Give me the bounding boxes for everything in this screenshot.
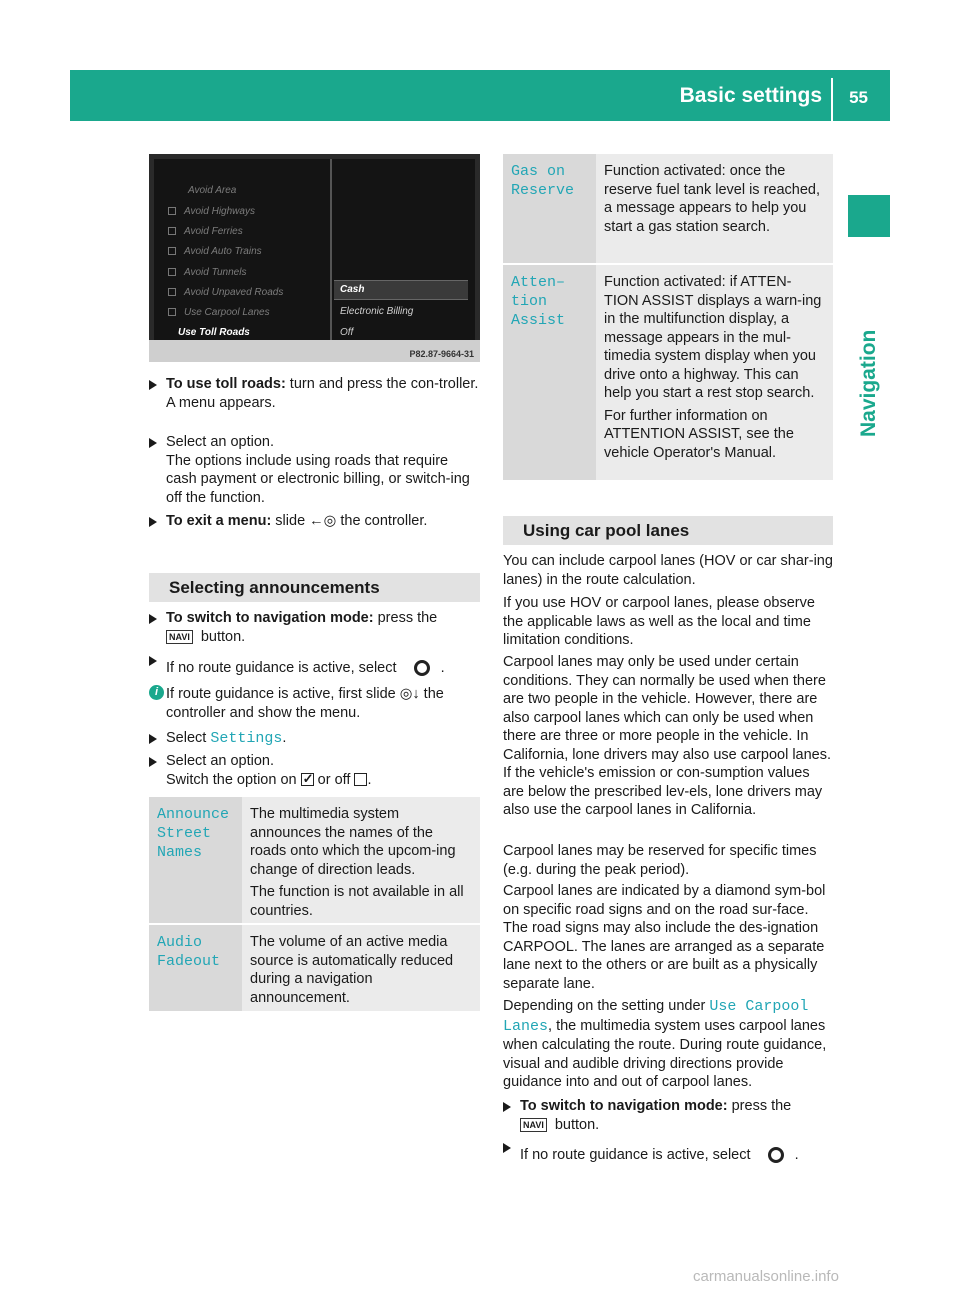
- paragraph: You can include carpool lanes (HOV or car shar-ing lanes) in the route calculation.: [503, 553, 833, 588]
- screen-option: Electronic Billing: [340, 306, 414, 317]
- instruction-step: Select an option. The options include using roads that require cash payment or electronic billing, or switch-ing off the function.: [149, 433, 480, 507]
- instruction-step: If no route guidance is active, select .: [149, 656, 480, 680]
- controller-slide-icon: ←◎: [309, 513, 337, 529]
- instruction-step: To switch to navigation mode: press the NAVI button.: [149, 609, 480, 646]
- instruction-step: To use toll roads: turn and press the con-troller. A menu appears.: [149, 375, 480, 412]
- instruction-step: Select an option. Switch the option on ✓ or off .: [149, 752, 480, 789]
- screen-option-selected: Cash: [334, 280, 468, 300]
- toll-roads-screenshot: [149, 154, 480, 362]
- table-key-cell: Announce Street Names: [149, 797, 242, 923]
- instruction-step: If no route guidance is active, select .: [503, 1143, 833, 1167]
- navi-button-icon: NAVI: [520, 1118, 547, 1132]
- screen-menu-item: Avoid Auto Trains: [168, 246, 262, 258]
- table-value-cell: Function activated: once the reserve fuel tank level is reached, a message appears to help you start a gas station search.: [596, 154, 833, 263]
- paragraph: Carpool lanes are indicated by a diamond sym-bol on specific road signs and on the road sur-face. The road signs may also include the des-ignation CARPOOL. The lanes are arranged as a separate lane next to the others or are built as a physically separate lane.: [503, 883, 826, 992]
- instruction-step: To switch to navigation mode: press the NAVI button.: [503, 1097, 833, 1134]
- checkbox-off-icon: [354, 773, 367, 786]
- screenshot-caption-bar: [149, 340, 480, 362]
- step-arrow-icon: [149, 517, 157, 527]
- step-arrow-icon: [503, 1102, 511, 1112]
- table-value-cell: Function activated: if ATTEN-TION ASSIST displays a warn-ing in the multifunction display, a message appears in the mul-timedia system display when you drive onto a highway. This can help you start a rest stop search. For further information on ATTENTION ASSIST, see the vehicle Operator's Manual.: [596, 265, 833, 480]
- image-code: P82.87-9664-31: [409, 349, 474, 359]
- table-key-cell: Atten– tion Assist: [503, 265, 596, 480]
- screen-options-panel: [330, 159, 472, 340]
- table-row: [149, 797, 480, 925]
- instruction-step: To exit a menu: slide ←◎ the controller.: [149, 512, 480, 531]
- screen-menu-item: Avoid Unpaved Roads: [168, 287, 283, 299]
- screen-menu-item: Avoid Ferries: [168, 226, 243, 238]
- destination-icon: [401, 656, 441, 680]
- checkbox-on-icon: ✓: [302, 771, 314, 787]
- step-arrow-icon: [149, 438, 157, 448]
- table-value-cell: The volume of an active media source is automatically reduced during a navigation announcement.: [242, 925, 480, 1011]
- step-arrow-icon: [149, 734, 157, 744]
- table-row: [503, 265, 833, 480]
- paragraph: If you use HOV or carpool lanes, please observe the applicable laws as well as the local and time limitation conditions.: [503, 595, 815, 648]
- header-separator: [831, 78, 833, 121]
- section-heading: Selecting announcements: [149, 573, 480, 602]
- screen-menu: [154, 159, 326, 340]
- screen-menu-item: Avoid Area: [188, 185, 237, 196]
- use-carpool-lanes-label: Use Carpool Lanes: [503, 998, 809, 1035]
- screen-menu-item: Avoid Tunnels: [168, 267, 246, 279]
- header-title: Basic settings: [679, 84, 822, 107]
- step-arrow-icon: [149, 380, 157, 390]
- instruction-step: Select Settings.: [149, 729, 480, 749]
- screen-menu-item-selected: Use Toll Roads: [178, 327, 250, 338]
- screen-menu-item: Use Carpool Lanes: [168, 307, 270, 319]
- page-header: [70, 70, 890, 121]
- table-key-cell: Audio Fadeout: [149, 925, 242, 1011]
- announcements-table: [149, 797, 480, 1011]
- paragraph: Carpool lanes may only be used under certain conditions. They can normally be used when there are two people in the vehicle. However, there are also carpool lanes which can only be used when there are three or more people in the vehicle. In California, lone drivers may also use carpool lanes. If the vehicle's emission or con-sumption values are below the prescribed lev-els, lone drivers may also use the carpool lanes in California.: [503, 654, 832, 818]
- settings-table: [503, 154, 833, 480]
- navi-button-icon: NAVI: [166, 630, 193, 644]
- chapter-label: Navigation: [857, 329, 880, 437]
- page-number: 55: [849, 88, 868, 107]
- step-arrow-icon: [503, 1143, 511, 1153]
- paragraph: Depending on the setting under Use Carpool Lanes, the multimedia system uses carpool lanes when calculating the route. During route guidance, visual and audible driving directions provide guidance into and out of carpool lanes.: [503, 998, 827, 1090]
- info-icon: i: [149, 685, 164, 700]
- settings-menu-label: Settings: [210, 730, 283, 747]
- table-key-cell: Gas on Reserve: [503, 154, 596, 263]
- chapter-tab: [848, 195, 890, 237]
- destination-icon: [755, 1143, 795, 1167]
- info-note: i If route guidance is active, first slide ◎↓ the controller and show the menu.: [149, 685, 480, 722]
- paragraph: Carpool lanes may be reserved for specific times (e.g. during the peak period).: [503, 843, 817, 878]
- controller-slide-down-icon: ◎↓: [399, 686, 420, 702]
- step-arrow-icon: [149, 656, 157, 666]
- screen-option: Off: [340, 327, 354, 338]
- table-row: [149, 925, 480, 1011]
- table-value-cell: The multimedia system announces the names of the roads onto which the upcom-ing change of direction leads. The function is not available in all countries.: [242, 797, 480, 923]
- screen-menu-item: Avoid Highways: [168, 206, 255, 218]
- step-arrow-icon: [149, 757, 157, 767]
- section-heading: Using car pool lanes: [503, 516, 833, 545]
- watermark: carmanualsonline.info: [693, 1268, 839, 1285]
- table-row: [503, 154, 833, 265]
- step-arrow-icon: [149, 614, 157, 624]
